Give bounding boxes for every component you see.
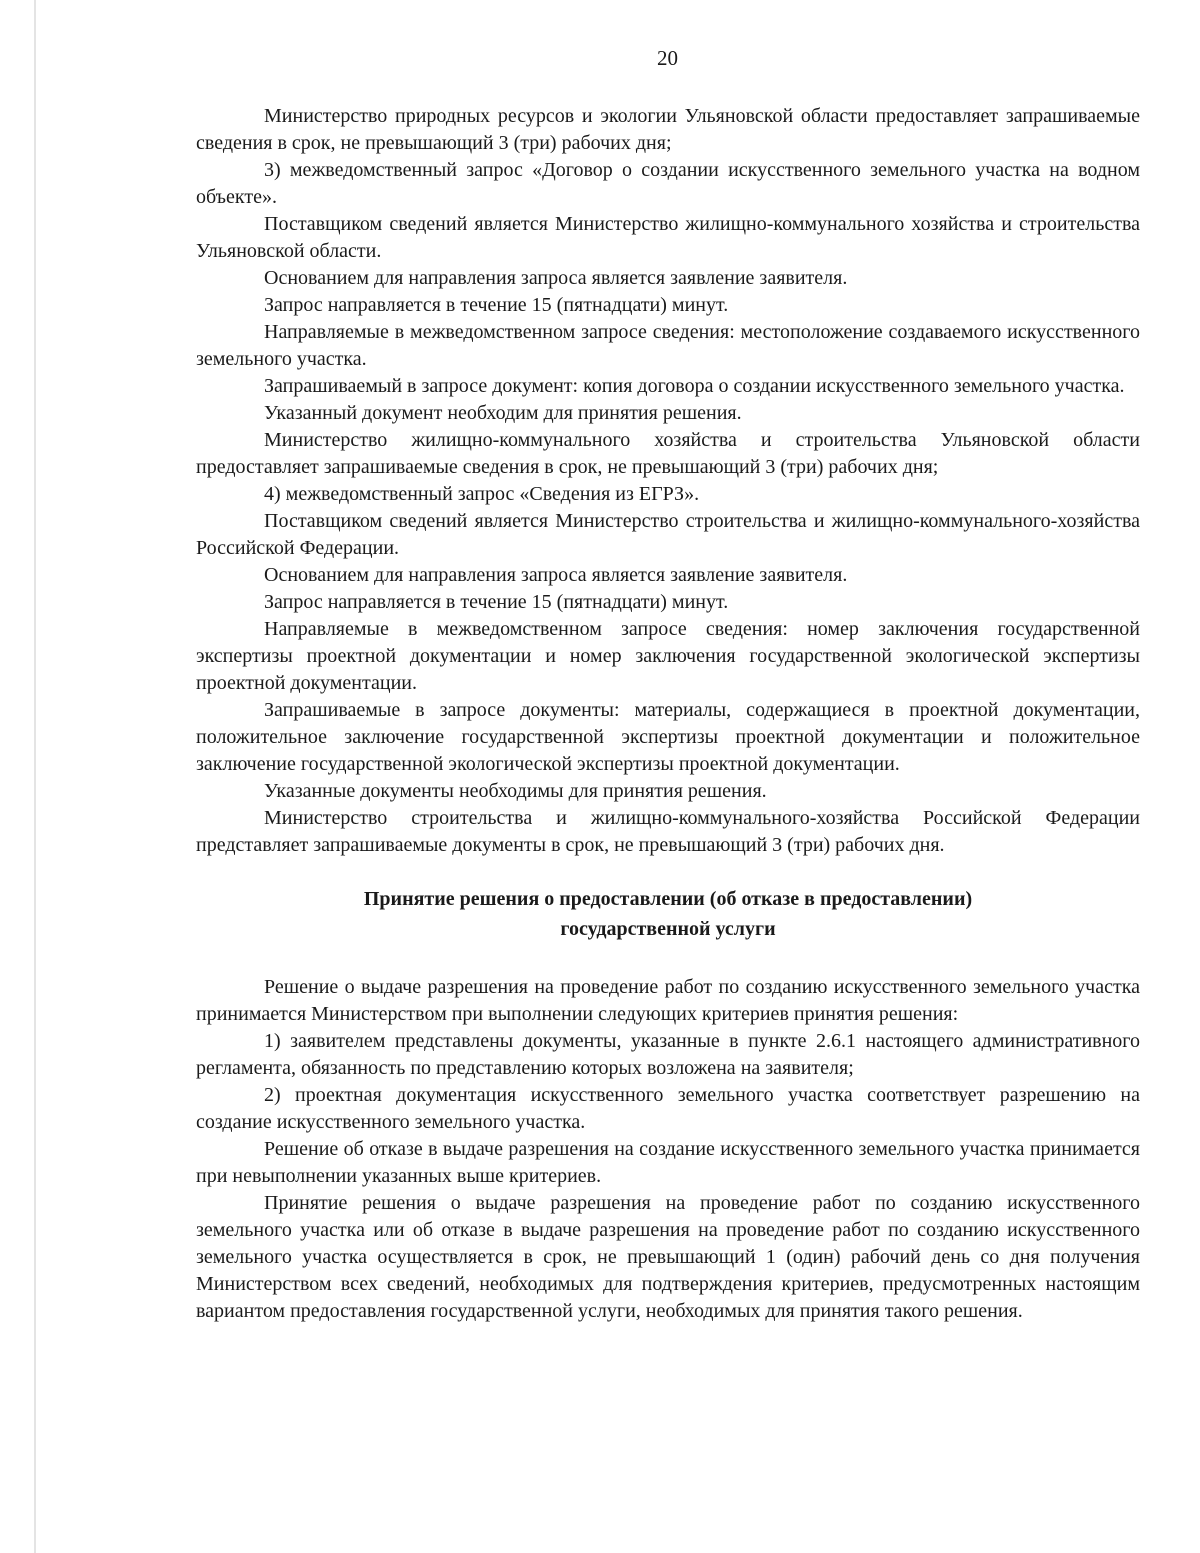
paragraph: 3) межведомственный запрос «Договор о создании искусственного земельного участка на водном объекте». (196, 159, 1140, 208)
paragraph: Поставщиком сведений является Министерство строительства и жилищно-коммунального-хозяйства Российской Федерации. (196, 510, 1140, 559)
paragraph: Направляемые в межведомственном запросе сведения: местоположение создаваемого искусственного земельного участка. (196, 321, 1140, 370)
paragraph: 4) межведомственный запрос «Сведения из ЕГРЗ». (264, 483, 700, 505)
paragraph: Запрос направляется в течение 15 (пятнадцати) минут. (264, 591, 729, 613)
paragraph: Министерство природных ресурсов и экологии Ульяновской области предоставляет запрашиваемые сведения в срок, не превышающий 3 (три) рабочих дня; (196, 105, 1140, 154)
paragraph: Решение об отказе в выдаче разрешения на создание искусственного земельного участка принимается при невыполнении указанных выше критериев. (196, 1138, 1140, 1187)
document-body (196, 103, 1140, 1325)
paragraph: Указанные документы необходимы для принятия решения. (264, 780, 767, 802)
paragraph: Принятие решения о выдаче разрешения на проведение работ по созданию искусственного земельного участка или об отказе в выдаче разрешения на проведение работ по созданию искусственного земельного участка осуществляется в срок, не превышающий 1 (один) рабочий день со дня получения Министерством всех сведений, необходимых для подтверждения критериев, предусмотренных настоящим вариантом предоставления государственной услуги, необходимых для принятия такого решения. (196, 1192, 1140, 1322)
paragraph: Министерство жилищно-коммунального хозяйства и строительства Ульяновской области предоставляет запрашиваемые сведения в срок, не превышающий 3 (три) рабочих дня; (196, 429, 1140, 478)
paragraph: Основанием для направления запроса является заявление заявителя. (264, 267, 848, 289)
section-heading-line-1: Принятие решения о предоставлении (об отказе в предоставлении) (363, 888, 973, 910)
paragraph: Запрашиваемые в запросе документы: материалы, содержащиеся в проектной документации, положительное заключение государственной экспертизы проектной документации и положительное заключение государственной экологической экспертизы проектной документации. (196, 699, 1140, 775)
paragraph: Указанный документ необходим для принятия решения. (264, 402, 742, 424)
paragraph: Запрашиваемый в запросе документ: копия договора о создании искусственного земельного участка. (264, 375, 1125, 397)
paragraph: Поставщиком сведений является Министерство жилищно-коммунального хозяйства и строительства Ульяновской области. (196, 213, 1140, 262)
paragraph: Основанием для направления запроса является заявление заявителя. (264, 564, 848, 586)
paragraph: 2) проектная документация искусственного земельного участка соответствует разрешению на создание искусственного земельного участка. (196, 1084, 1140, 1133)
paragraph: 1) заявителем представлены документы, указанные в пункте 2.6.1 настоящего административного регламента, обязанность по представлению которых возложена на заявителя; (196, 1030, 1140, 1079)
section-heading-line-2: государственной услуги (560, 918, 776, 940)
scan-edge (34, 0, 36, 1553)
page-number: 20 (657, 46, 678, 70)
paragraph: Запрос направляется в течение 15 (пятнадцати) минут. (264, 294, 729, 316)
paragraph: Министерство строительства и жилищно-коммунального-хозяйства Российской Федерации представляет запрашиваемые документы в срок, не превышающий 3 (три) рабочих дня. (196, 807, 1140, 856)
paragraph: Направляемые в межведомственном запросе сведения: номер заключения государственной экспертизы проектной документации и номер заключения государственной экологической экспертизы проектной документации. (196, 618, 1140, 694)
section-heading (196, 884, 1140, 944)
paragraph: Решение о выдаче разрешения на проведение работ по созданию искусственного земельного участка принимается Министерством при выполнении следующих критериев принятия решения: (196, 976, 1140, 1025)
